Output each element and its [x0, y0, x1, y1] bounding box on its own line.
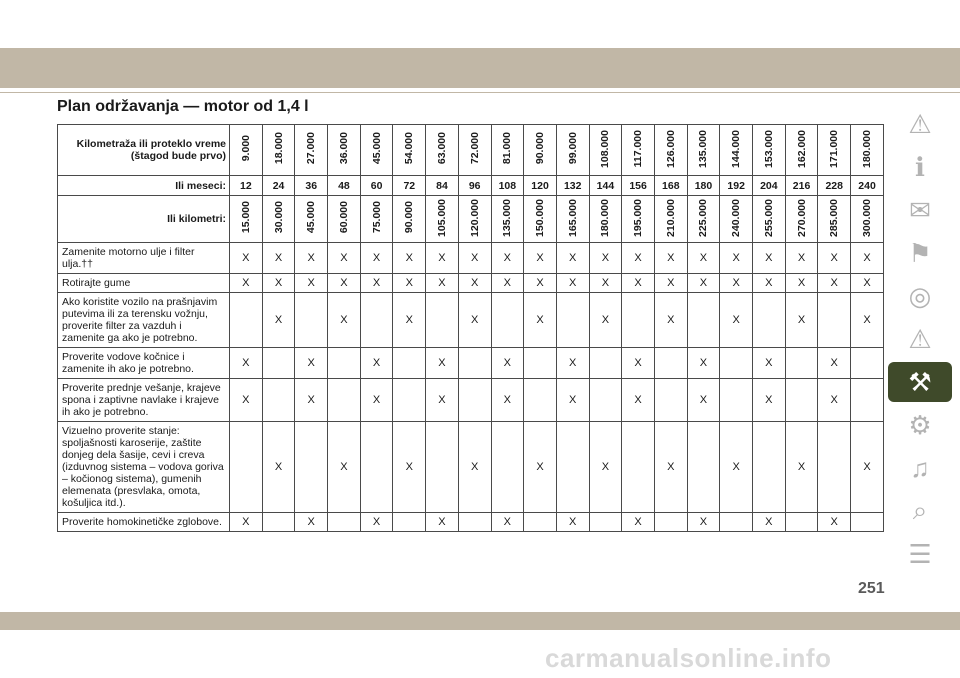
km2-value: 195.000 [632, 198, 645, 237]
interval-cell: X [654, 243, 687, 274]
km-cell [622, 125, 655, 176]
task-description: Zamenite motorno ulje i filter ulja.†† [58, 243, 230, 274]
km2-value: 225.000 [697, 198, 710, 237]
month-value: 228 [818, 176, 851, 196]
interval-cell: X [720, 422, 753, 513]
km2-value: 90.000 [403, 201, 416, 234]
interval-cell [262, 513, 295, 532]
km-value: 18.000 [272, 132, 285, 165]
km-cell [328, 125, 361, 176]
km-label: Kilometraža ili proteklo vreme (štagod bude prvo) [58, 125, 230, 176]
interval-cell [360, 422, 393, 513]
interval-cell: X [589, 243, 622, 274]
km-value: 45.000 [370, 132, 383, 165]
km2-cell [753, 196, 786, 243]
interval-cell: X [785, 274, 818, 293]
task-description: Proverite prednje vešanje, krajeve spona i zaptivne navlake i krajeve ih ako je potrebno. [58, 379, 230, 422]
km2-value: 210.000 [664, 198, 677, 237]
km-cell [426, 125, 459, 176]
airbag-icon: ⚑ [908, 237, 932, 268]
interval-cell [360, 293, 393, 348]
header-band [0, 48, 960, 88]
interval-cell: X [556, 379, 589, 422]
interval-cell [785, 513, 818, 532]
interval-cell: X [818, 274, 851, 293]
interval-cell: X [491, 274, 524, 293]
km2-cell [295, 196, 328, 243]
interval-cell: X [360, 379, 393, 422]
interval-cell [262, 379, 295, 422]
interval-cell [295, 422, 328, 513]
km-value: 162.000 [795, 129, 808, 168]
interval-cell: X [262, 293, 295, 348]
sidebar-tab[interactable] [888, 491, 952, 531]
interval-cell [589, 379, 622, 422]
interval-cell: X [622, 348, 655, 379]
km-cell [818, 125, 851, 176]
km2-cell [426, 196, 459, 243]
interval-cell [785, 379, 818, 422]
maintenance-table [57, 124, 884, 532]
km2-cell [687, 196, 720, 243]
car-warning-icon: ⚠ [908, 108, 932, 139]
km-cell [360, 125, 393, 176]
km-cell [687, 125, 720, 176]
task-description: Proverite vodove kočnice i zamenite ih ako je potrebno. [58, 348, 230, 379]
interval-cell: X [556, 513, 589, 532]
km-cell [524, 125, 557, 176]
km-cell [654, 125, 687, 176]
interval-cell: X [458, 422, 491, 513]
interval-cell: X [426, 513, 459, 532]
km2-value: 270.000 [795, 198, 808, 237]
interval-cell: X [524, 422, 557, 513]
km2-label: Ili kilometri: [58, 196, 230, 243]
km-cell [753, 125, 786, 176]
km-cell [230, 125, 263, 176]
km2-value: 180.000 [599, 198, 612, 237]
km-cell [720, 125, 753, 176]
interval-cell: X [328, 274, 361, 293]
interval-cell [262, 348, 295, 379]
km2-value: 135.000 [501, 198, 514, 237]
interval-cell: X [622, 274, 655, 293]
km2-cell [720, 196, 753, 243]
km-row [58, 125, 884, 176]
interval-cell: X [230, 274, 263, 293]
interval-cell: X [491, 348, 524, 379]
interval-cell: X [328, 293, 361, 348]
interval-cell: X [458, 274, 491, 293]
interval-cell [556, 422, 589, 513]
car-info-icon: ℹ [915, 151, 925, 182]
interval-cell [851, 348, 884, 379]
interval-cell: X [524, 293, 557, 348]
km-cell [851, 125, 884, 176]
interval-cell [426, 422, 459, 513]
interval-cell: X [687, 274, 720, 293]
interval-cell: X [360, 513, 393, 532]
interval-cell [524, 379, 557, 422]
task-row [58, 243, 884, 274]
interval-cell [230, 293, 263, 348]
month-value: 96 [458, 176, 491, 196]
interval-cell: X [720, 293, 753, 348]
interval-cell: X [556, 274, 589, 293]
interval-cell: X [720, 274, 753, 293]
interval-cell: X [851, 293, 884, 348]
interval-cell: X [230, 379, 263, 422]
car-service-icon: ⚒ [908, 366, 932, 397]
interval-cell: X [622, 379, 655, 422]
km-value: 90.000 [534, 132, 547, 165]
km-cell [589, 125, 622, 176]
interval-cell: X [589, 274, 622, 293]
interval-cell: X [524, 274, 557, 293]
interval-cell: X [393, 243, 426, 274]
km-value: 27.000 [305, 132, 318, 165]
km2-value: 285.000 [828, 198, 841, 237]
sidebar-tab[interactable] [888, 362, 952, 402]
km2-cell [851, 196, 884, 243]
interval-cell [458, 348, 491, 379]
interval-cell: X [393, 274, 426, 293]
month-value: 84 [426, 176, 459, 196]
month-value: 24 [262, 176, 295, 196]
interval-cell [393, 379, 426, 422]
page-number: 251 [858, 580, 885, 597]
interval-cell: X [785, 243, 818, 274]
km2-value: 60.000 [337, 201, 350, 234]
interval-cell [589, 513, 622, 532]
interval-cell [589, 348, 622, 379]
km-value: 153.000 [762, 129, 775, 168]
interval-cell: X [589, 293, 622, 348]
car-breakdown-icon: ⚠ [908, 323, 932, 354]
settings-list-icon: ⚙ [908, 409, 932, 440]
sidebar-tab[interactable] [888, 104, 952, 144]
interval-cell: X [818, 348, 851, 379]
km2-value: 150.000 [534, 198, 547, 237]
interval-cell: X [524, 243, 557, 274]
month-value: 60 [360, 176, 393, 196]
month-value: 168 [654, 176, 687, 196]
sidebar-tab[interactable] [888, 276, 952, 316]
km-cell [262, 125, 295, 176]
km-value: 36.000 [337, 132, 350, 165]
interval-cell: X [230, 513, 263, 532]
km2-cell [818, 196, 851, 243]
interval-cell [393, 513, 426, 532]
interval-cell [654, 348, 687, 379]
interval-cell: X [328, 243, 361, 274]
interval-cell [458, 379, 491, 422]
km-value: 108.000 [599, 129, 612, 168]
task-row [58, 513, 884, 532]
month-value: 204 [753, 176, 786, 196]
interval-cell: X [851, 422, 884, 513]
interval-cell: X [753, 513, 786, 532]
media-icon: ♫ [910, 452, 930, 483]
interval-cell [720, 379, 753, 422]
interval-cell [295, 293, 328, 348]
km2-value: 300.000 [861, 198, 874, 237]
interval-cell: X [687, 243, 720, 274]
interval-cell: X [295, 243, 328, 274]
sidebar-tab[interactable] [888, 534, 952, 574]
interval-cell: X [458, 243, 491, 274]
km2-cell [393, 196, 426, 243]
interval-cell: X [687, 379, 720, 422]
interval-cell: X [622, 243, 655, 274]
interval-cell [851, 379, 884, 422]
interval-cell [491, 293, 524, 348]
month-value: 36 [295, 176, 328, 196]
interval-cell [687, 422, 720, 513]
interval-cell: X [360, 274, 393, 293]
km2-value: 240.000 [730, 198, 743, 237]
month-value: 144 [589, 176, 622, 196]
interval-cell: X [295, 379, 328, 422]
km-value: 99.000 [566, 132, 579, 165]
month-value: 240 [851, 176, 884, 196]
km2-cell [785, 196, 818, 243]
task-description: Vizuelno proverite stanje: spoljašnosti karoserije, zaštite donjeg dela šasije, cevi i creva (izduvnog sistema – vodova goriva – kočionog sistema), gumenih elemenata (presvlaka, omota, košuljica itd.). [58, 422, 230, 513]
km-value: 72.000 [468, 132, 481, 165]
dashboard-lights-icon: ✉ [909, 194, 931, 225]
interval-cell: X [687, 348, 720, 379]
km2-value: 105.000 [435, 198, 448, 237]
sidebar-tab[interactable] [888, 405, 952, 445]
interval-cell [491, 422, 524, 513]
km2-cell [589, 196, 622, 243]
month-value: 48 [328, 176, 361, 196]
km-value: 144.000 [730, 129, 743, 168]
km2-cell [524, 196, 557, 243]
sidebar-tab[interactable] [888, 448, 952, 488]
interval-cell: X [818, 243, 851, 274]
km-value: 54.000 [403, 132, 416, 165]
interval-cell: X [556, 348, 589, 379]
interval-cell: X [818, 513, 851, 532]
interval-cell: X [622, 513, 655, 532]
interval-cell [785, 348, 818, 379]
interval-cell [426, 293, 459, 348]
km-value: 180.000 [861, 129, 874, 168]
km2-cell [491, 196, 524, 243]
interval-cell: X [851, 274, 884, 293]
km-value: 135.000 [697, 129, 710, 168]
interval-cell: X [328, 422, 361, 513]
task-row [58, 379, 884, 422]
interval-cell: X [491, 513, 524, 532]
sidebar-tab[interactable] [888, 319, 952, 359]
interval-cell [393, 348, 426, 379]
km2-cell [622, 196, 655, 243]
month-value: 132 [556, 176, 589, 196]
km-value: 9.000 [239, 135, 252, 162]
interval-cell: X [491, 243, 524, 274]
month-value: 216 [785, 176, 818, 196]
km2-value: 255.000 [762, 198, 775, 237]
interval-cell: X [753, 379, 786, 422]
km2-row [58, 196, 884, 243]
interval-cell: X [491, 379, 524, 422]
interval-cell: X [458, 293, 491, 348]
interval-cell [720, 348, 753, 379]
interval-cell: X [295, 274, 328, 293]
interval-cell: X [654, 274, 687, 293]
interval-cell [654, 513, 687, 532]
interval-cell [328, 379, 361, 422]
interval-cell [524, 348, 557, 379]
month-value: 192 [720, 176, 753, 196]
interval-cell: X [230, 348, 263, 379]
search-icon: ⌕ [912, 495, 928, 525]
interval-cell: X [262, 274, 295, 293]
km2-value: 45.000 [305, 201, 318, 234]
km-cell [458, 125, 491, 176]
km2-value: 30.000 [272, 201, 285, 234]
interval-cell [328, 513, 361, 532]
km2-cell [360, 196, 393, 243]
interval-cell: X [262, 422, 295, 513]
sidebar-tab[interactable] [888, 147, 952, 187]
interval-cell: X [785, 422, 818, 513]
interval-cell: X [753, 274, 786, 293]
interval-cell [687, 293, 720, 348]
interval-cell: X [720, 243, 753, 274]
km-value: 171.000 [828, 129, 841, 168]
interval-cell: X [393, 293, 426, 348]
km2-value: 165.000 [566, 198, 579, 237]
interval-cell: X [426, 274, 459, 293]
km2-cell [458, 196, 491, 243]
km-value: 117.000 [632, 129, 645, 168]
interval-cell: X [360, 348, 393, 379]
task-row [58, 293, 884, 348]
km2-value: 75.000 [370, 201, 383, 234]
interval-cell: X [785, 293, 818, 348]
km2-cell [654, 196, 687, 243]
interval-cell [556, 293, 589, 348]
interval-cell [818, 422, 851, 513]
km-cell [785, 125, 818, 176]
interval-cell: X [393, 422, 426, 513]
interval-cell: X [295, 348, 328, 379]
task-row [58, 348, 884, 379]
task-description: Ako koristite vozilo na prašnjavim putevima ili za terensku vožnju, proverite filter za vazduh i zamenite ga ako je potrebno. [58, 293, 230, 348]
interval-cell: X [687, 513, 720, 532]
interval-cell: X [262, 243, 295, 274]
footer-watermark: carmanualsonline.info [545, 643, 832, 673]
month-value: 108 [491, 176, 524, 196]
month-value: 72 [393, 176, 426, 196]
interval-cell: X [426, 348, 459, 379]
interval-cell [753, 422, 786, 513]
km-cell [295, 125, 328, 176]
interval-cell [851, 513, 884, 532]
interval-cell [230, 422, 263, 513]
interval-cell: X [753, 348, 786, 379]
interval-cell: X [230, 243, 263, 274]
month-value: 12 [230, 176, 263, 196]
interval-cell [524, 513, 557, 532]
km-value: 63.000 [435, 132, 448, 165]
km2-cell [230, 196, 263, 243]
km-cell [556, 125, 589, 176]
sidebar-tab[interactable] [888, 233, 952, 273]
task-description: Rotirajte gume [58, 274, 230, 293]
task-row [58, 274, 884, 293]
km-cell [491, 125, 524, 176]
interval-cell: X [654, 293, 687, 348]
interval-cell: X [426, 243, 459, 274]
interval-cell: X [295, 513, 328, 532]
months-label: Ili meseci: [58, 176, 230, 196]
interval-cell: X [556, 243, 589, 274]
header-rule [0, 92, 960, 93]
task-row [58, 422, 884, 513]
km2-value: 120.000 [468, 198, 481, 237]
interval-cell: X [589, 422, 622, 513]
month-value: 156 [622, 176, 655, 196]
km2-cell [262, 196, 295, 243]
month-value: 180 [687, 176, 720, 196]
interval-cell: X [851, 243, 884, 274]
interval-cell [622, 422, 655, 513]
km-value: 81.000 [501, 132, 514, 165]
steering-wheel-icon: ◎ [908, 280, 932, 311]
footer-band [0, 612, 960, 630]
task-description: Proverite homokinetičke zglobove. [58, 513, 230, 532]
interval-cell: X [654, 422, 687, 513]
interval-cell [622, 293, 655, 348]
interval-cell [753, 293, 786, 348]
month-value: 120 [524, 176, 557, 196]
index-letters-icon: ☰ [908, 538, 932, 569]
km-cell [393, 125, 426, 176]
km2-cell [556, 196, 589, 243]
interval-cell: X [426, 379, 459, 422]
page-title: Plan održavanja — motor od 1,4 l [57, 98, 309, 115]
km2-value: 15.000 [239, 201, 252, 234]
interval-cell [720, 513, 753, 532]
interval-cell: X [753, 243, 786, 274]
interval-cell [458, 513, 491, 532]
interval-cell [328, 348, 361, 379]
km2-cell [328, 196, 361, 243]
interval-cell: X [818, 379, 851, 422]
interval-cell [818, 293, 851, 348]
sidebar-tab[interactable] [888, 190, 952, 230]
months-row [58, 176, 884, 196]
interval-cell [654, 379, 687, 422]
interval-cell: X [360, 243, 393, 274]
km-value: 126.000 [664, 129, 677, 168]
